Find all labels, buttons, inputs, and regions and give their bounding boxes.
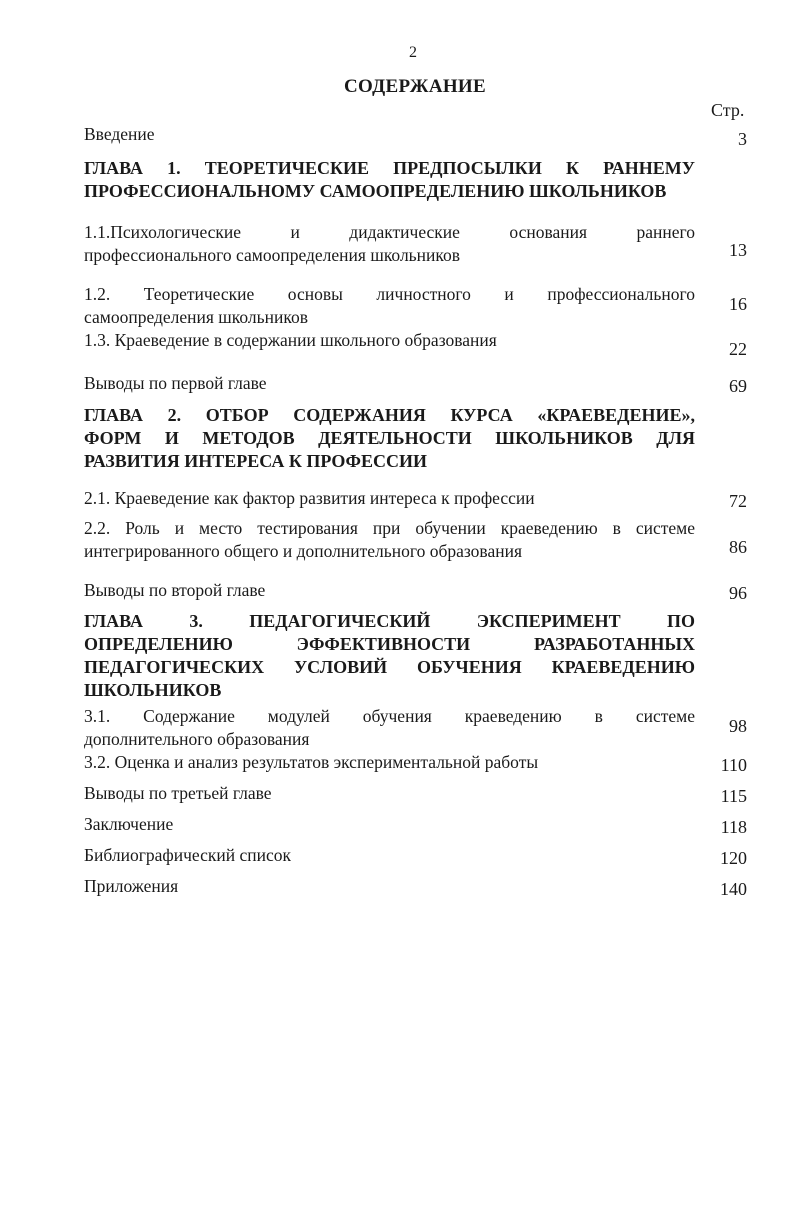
toc-chapter-3[interactable] [84,610,695,702]
toc-section-3-1[interactable] [84,705,695,751]
section-1-1-line-1: 1.1.Психологические и дидактические основания раннего [84,222,695,242]
toc-section-1-2[interactable] [84,283,695,329]
toc-section-1-2-page[interactable]: 16 [729,294,747,314]
toc-section-2-2[interactable] [84,517,695,563]
toc-section-2-1-page[interactable]: 72 [729,491,747,511]
section-3-1-line-1: 3.1. Содержание модулей обучения краеведению в системе [84,706,695,726]
toc-conclusion-1[interactable]: Выводы по первой главе [84,373,267,393]
toc-conclusion-3-page[interactable]: 115 [720,786,747,806]
toc-section-1-1[interactable] [84,221,695,267]
chapter-3-line-1: ГЛАВА 3. ПЕДАГОГИЧЕСКИЙ ЭКСПЕРИМЕНТ ПО [84,611,695,631]
toc-chapter-1[interactable] [84,157,695,203]
section-2-2-line-1: 2.2. Роль и место тестирования при обучении краеведению в системе [84,518,695,538]
chapter-2-line-1: ГЛАВА 2. ОТБОР СОДЕРЖАНИЯ КУРСА «КРАЕВЕДЕНИЕ», [84,405,695,425]
toc-section-2-2-page[interactable]: 86 [729,537,747,557]
toc-chapter-2[interactable] [84,404,695,473]
toc-appendices-page[interactable]: 140 [720,879,747,899]
section-3-1-line-2: дополнительного образования [84,729,310,749]
chapter-3-line-2: ОПРЕДЕЛЕНИЮ ЭФФЕКТИВНОСТИ РАЗРАБОТАННЫХ [84,634,695,654]
chapter-1-line-2: ПРОФЕССИОНАЛЬНОМУ САМООПРЕДЕЛЕНИЮ ШКОЛЬНИКОВ [84,181,667,201]
section-1-1-line-2: профессионального самоопределения школьников [84,245,461,265]
toc-section-1-3[interactable]: 1.3. Краеведение в содержании школьного образования [84,330,497,350]
chapter-3-line-3: ПЕДАГОГИЧЕСКИХ УСЛОВИЙ ОБУЧЕНИЯ КРАЕВЕДЕНИЮ [84,657,695,677]
toc-section-2-1[interactable]: 2.1. Краеведение как фактор развития интереса к профессии [84,488,535,508]
toc-section-3-2[interactable]: 3.2. Оценка и анализ результатов экспериментальной работы [84,752,539,772]
toc-section-1-3-page[interactable]: 22 [729,339,747,359]
toc-intro-label[interactable]: Введение [84,124,155,144]
page-column-label: Стр. [711,100,745,120]
section-2-2-line-2: интегрированного общего и дополнительного образования [84,541,523,561]
chapter-2-line-3: РАЗВИТИЯ ИНТЕРЕСА К ПРОФЕССИИ [84,451,428,471]
toc-conclusion-3[interactable]: Выводы по третьей главе [84,783,272,803]
toc-section-1-1-page[interactable]: 13 [729,240,747,260]
chapter-3-line-4: ШКОЛЬНИКОВ [84,680,222,700]
section-1-2-line-2: самоопределения школьников [84,307,308,327]
toc-conclusion-page[interactable]: 118 [720,817,747,837]
toc-bibliography-page[interactable]: 120 [720,848,747,868]
toc-bibliography[interactable]: Библиографический список [84,845,292,865]
toc-intro-page[interactable]: 3 [738,129,747,149]
toc-conclusion-1-page[interactable]: 69 [729,376,747,396]
toc-conclusion[interactable]: Заключение [84,814,174,834]
chapter-2-line-2: ФОРМ И МЕТОДОВ ДЕЯТЕЛЬНОСТИ ШКОЛЬНИКОВ ДЛЯ [84,428,695,448]
toc-section-3-2-page[interactable]: 110 [720,755,747,775]
toc-conclusion-2-page[interactable]: 96 [729,583,747,603]
page-number: 2 [409,44,417,61]
chapter-1-line-1: ГЛАВА 1. ТЕОРЕТИЧЕСКИЕ ПРЕДПОСЫЛКИ К РАННЕМУ [84,158,695,178]
page-title: СОДЕРЖАНИЕ [344,76,486,97]
toc-section-3-1-page[interactable]: 98 [729,716,747,736]
toc-conclusion-2[interactable]: Выводы по второй главе [84,580,266,600]
toc-appendices[interactable]: Приложения [84,876,179,896]
section-1-2-line-1: 1.2. Теоретические основы личностного и профессионального [84,284,695,304]
